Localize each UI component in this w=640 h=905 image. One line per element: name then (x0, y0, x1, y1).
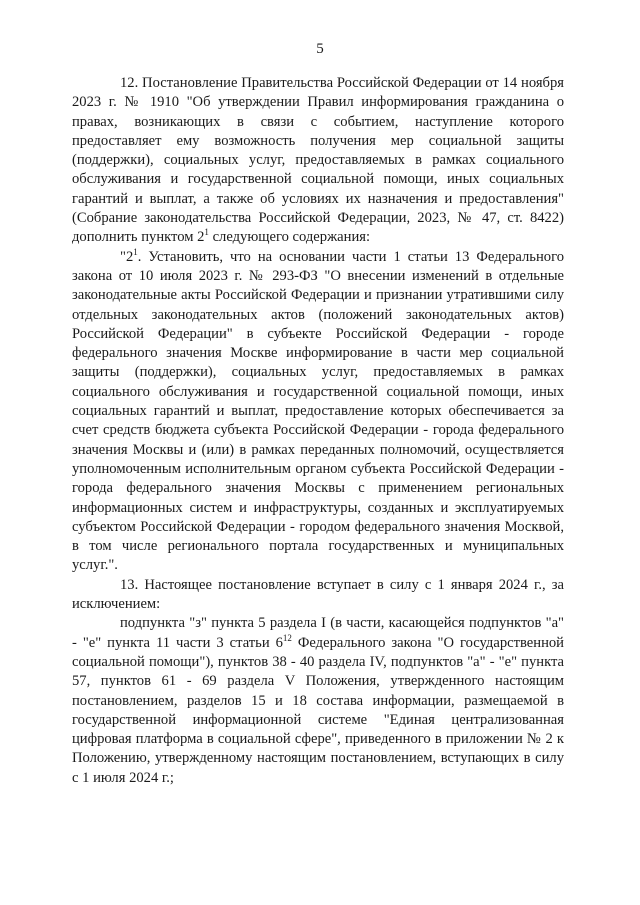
paragraph-2-1-text: . Установить, что на основании части 1 статьи 13 Федерального закона от 10 июля 2023 г. № 293-ФЗ "О внесении изменений в отдельные законодательные акты Российской Федерации и признании утратившими силу отдельных законодательных актов (положений законодательных актов) Российской Федерации" в субъекте Российской Федерации - городе федерального значения Москве информирование в части мер социальной защиты (поддержки), социальных услуг, предоставляемых в рамках социального обслуживания и государственной социальной помощи, иных социальных гарантий и выплат, предоставление которых обеспечивается за счет средств бюджета субъекта Российской Федерации - города федерального значения Москвы и (или) в рамках переданных полномочий, осуществляется уполномоченным исполнительным органом субъекта Российской Федерации - города федерального значения Москвы с применением региональных информационных систем и инфраструктуры, созданных и эксплуатируемых субъектом Российской Федерации - городом федерального значения Москвой, в том числе регионального портала государственных и муниципальных услуг.". (72, 248, 564, 574)
superscript: 12 (282, 632, 292, 643)
paragraph-2-1-start: "2 (120, 248, 134, 265)
paragraph-13: 13. Настоящее постановление вступает в силу с 1 января 2024 г., за исключением: (72, 576, 564, 613)
superscript: 1 (133, 246, 138, 257)
document-body (72, 74, 564, 788)
page-number: 5 (316, 41, 324, 57)
paragraph-12 (72, 74, 564, 248)
paragraph-exceptions-text-end: Федерального закона "О государственной социальной помощи"), пунктов 38 - 40 раздела IV, подпунктов "а" - "е" пункта 57, пунктов 61 - 69 раздела V Положения, утвержденного настоящим постановлением, разделов 15 и 18 состава информации, размещаемой в государственной информационной системе "Единая централизованная цифровая платформа в социальной сфере", приведенного в приложении № 2 к Положению, утвержденному настоящим постановлением, вступающих в силу с 1 июля 2024 г.; (72, 634, 564, 786)
paragraph-12-text: 12. Постановление Правительства Российской Федерации от 14 ноября 2023 г. № 1910 "Об утверждении Правил информирования гражданина о правах, возникающих в связи с событием, наступление которого предоставляет ему возможность получения мер социальной защиты (поддержки), социальных услуг, предоставляемых в рамках социального обслуживания и государственной социальной помощи, иных социальных гарантий и выплат, а также об условиях их назначения и предоставления" (Собрание законодательства Российской Федерации, 2023, № 47, ст. 8422) дополнить пунктом 2 (72, 75, 564, 246)
paragraph-exceptions (72, 614, 564, 788)
paragraph-2-1 (72, 248, 564, 576)
paragraph-12-text-end: следующего содержания: (208, 229, 371, 246)
paragraph-exceptions-text: подпункта "з" пункта 5 раздела I (в части, касающейся подпунктов "а" - "е" пункта 11 части 3 статьи 6 (72, 615, 564, 651)
superscript: 1 (204, 227, 209, 238)
